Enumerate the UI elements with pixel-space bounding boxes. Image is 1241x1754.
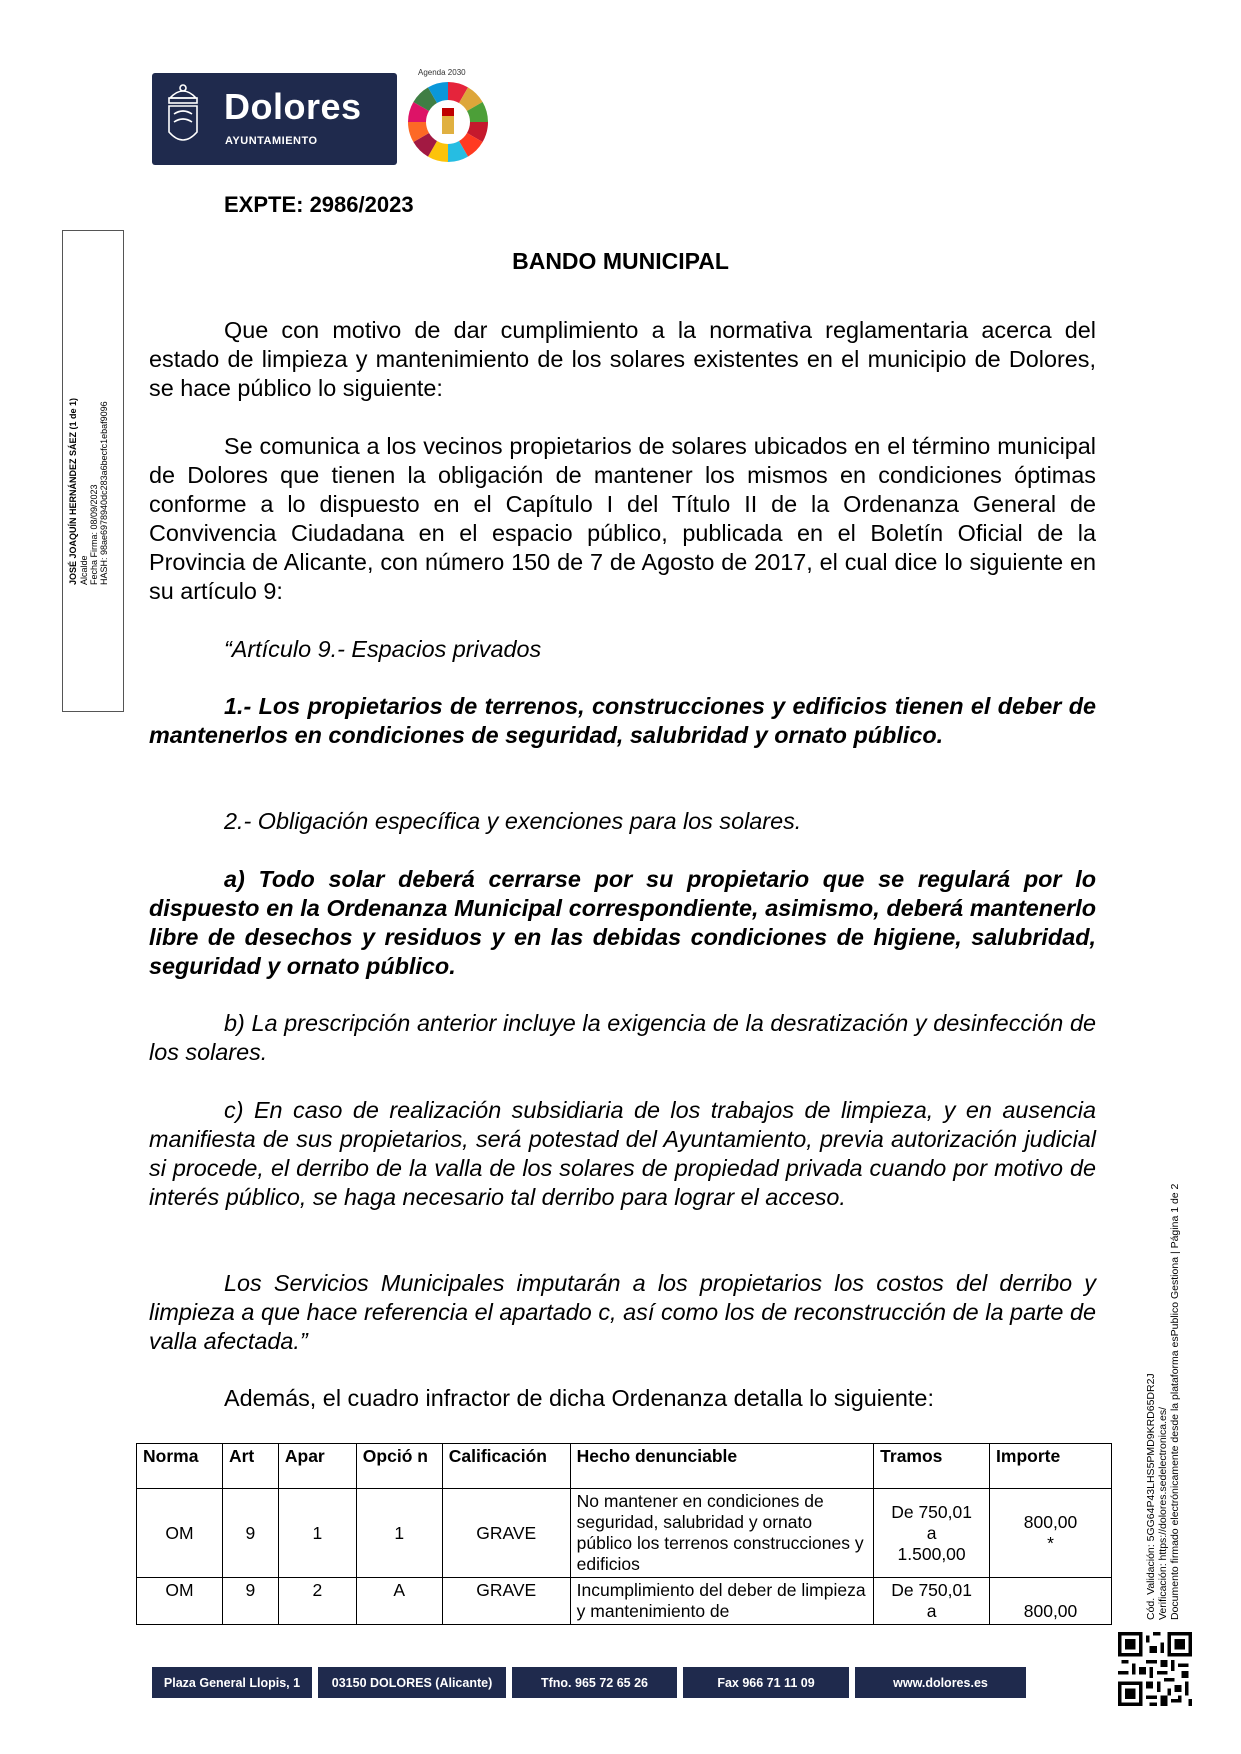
importe-note: *: [1047, 1533, 1054, 1553]
article-title-text: “Artículo 9.- Espacios privados: [224, 636, 542, 662]
article-section-2: [149, 807, 1096, 836]
infractions-table: [136, 1443, 1112, 1625]
cell-importe: [990, 1578, 1112, 1625]
ademas-paragraph: [149, 1384, 1096, 1413]
col-header-apar: Apar: [278, 1444, 356, 1489]
cell-art: 9: [222, 1578, 278, 1625]
ademas-text: Además, el cuadro infractor de dicha Ordenanza detalla lo siguiente:: [224, 1385, 934, 1411]
cell-apar: 2: [278, 1578, 356, 1625]
expediente-number: EXPTE: 2986/2023: [224, 192, 414, 217]
table-header-row: [137, 1444, 1112, 1489]
logo-subtitle: AYUNTAMIENTO: [225, 135, 318, 147]
article-section-c: [149, 1096, 1096, 1212]
cell-norma: OM: [137, 1578, 223, 1625]
tramos-from: De 750,01: [891, 1580, 972, 1600]
col-header-calificacion: Calificación: [442, 1444, 570, 1489]
footer-city: 03150 DOLORES (Alicante): [318, 1667, 506, 1698]
notice-paragraph: [149, 432, 1096, 606]
intro-text: Que con motivo de dar cumplimiento a la normativa reglamentaria acerca del estado de limpieza y mantenimiento de los solares existentes en el municipio de Dolores, se hace público lo siguiente:: [149, 317, 1096, 401]
notice-text: Se comunica a los vecinos propietarios de solares ubicados en el término municipal de Dolores que tienen la obligación de mantener los mismos en condiciones óptimas conforme a lo dispuesto en el Capítulo I del Título II de la Ordenanza General de Convivencia Ciudadana en el espacio público, publicada en el Boletín Oficial de la Provincia de Alicante, con número 150 de 7 de Agosto de 2017, el cual dice lo siguiente en su artículo 9:: [149, 433, 1096, 604]
col-header-tramos: Tramos: [874, 1444, 990, 1489]
footer-web-link[interactable]: www.dolores.es: [855, 1667, 1026, 1698]
article-servicios: [149, 1269, 1096, 1356]
validation-url: Verificación: https://dolores.sedelectronica.es/: [1157, 1406, 1169, 1620]
article-section-1-text: 1.- Los propietarios de terrenos, construcciones y edificios tienen el deber de mantenerlos en condiciones de seguridad, salubridad y ornato público.: [149, 693, 1096, 748]
col-header-opcion: Opció n: [356, 1444, 442, 1489]
tramos-from: De 750,01: [891, 1501, 972, 1522]
article-section-c-text: c) En caso de realización subsidiaria de los trabajos de limpieza, y en ausencia manifiesta de sus propietarios, será potestad del Ayuntamiento, previa autorización judicial si procede, el derribo de la valla de los solares de propiedad privada cuando por motivo de interés público, se haga necesario tal derribo para lograr el acceso.: [149, 1097, 1096, 1210]
tramos-a: a: [926, 1522, 937, 1543]
cell-tramos: [874, 1578, 990, 1625]
footer-address: Plaza General Llopis, 1: [152, 1667, 312, 1698]
logo-name: Dolores: [224, 86, 362, 127]
cell-opcion: A: [356, 1578, 442, 1625]
article-section-a-text: a) Todo solar deberá cerrarse por su propietario que se regulará por lo dispuesto en la Ordenanza Municipal correspondiente, asimismo, deberá mantenerlo libre de desechos y residuos y en las debidas condiciones de higiene, salubridad, seguridad y ornato público.: [149, 866, 1096, 979]
importe-value: 800,00: [1023, 1601, 1078, 1621]
cell-importe: [990, 1489, 1112, 1578]
cell-opcion: 1: [356, 1489, 442, 1578]
cell-norma: OM: [137, 1489, 223, 1578]
cell-calificacion: GRAVE: [442, 1578, 570, 1625]
coat-of-arms-icon: [160, 78, 206, 160]
article-section-1: [149, 692, 1096, 750]
col-header-art: Art: [222, 1444, 278, 1489]
article-section-a: [149, 865, 1096, 981]
col-header-norma: Norma: [137, 1444, 223, 1489]
footer-phone: Tfno. 965 72 65 26: [512, 1667, 677, 1698]
article-section-b-text: b) La prescripción anterior incluye la exigencia de la desratización y desinfección de los solares.: [149, 1010, 1096, 1065]
article-title: [149, 635, 1096, 664]
article-section-b: [149, 1009, 1096, 1067]
col-header-importe: Importe: [990, 1444, 1112, 1489]
cell-apar: 1: [278, 1489, 356, 1578]
article-section-2-text: 2.- Obligación específica y exenciones para los solares.: [224, 808, 802, 834]
cell-calificacion: GRAVE: [442, 1489, 570, 1578]
signature-stamp-text: [62, 230, 122, 710]
stamp-hash: HASH: 98ae6978940dc283a6becfc1ebaf9096: [99, 401, 109, 585]
document-title: BANDO MUNICIPAL: [512, 248, 729, 274]
agenda-2030-label: Agenda 2030: [418, 68, 466, 77]
cell-hecho: No mantener en condiciones de seguridad, salubridad y ornato público los terrenos construcciones y edificios: [570, 1489, 874, 1578]
validation-code: Cód. Validación: 5GG64P43LHS5PMD9KRD65DR2J: [1145, 1373, 1157, 1620]
cell-tramos: [874, 1489, 990, 1578]
cell-hecho: Incumplimiento del deber de limpieza y mantenimiento de: [570, 1578, 874, 1625]
qr-code-icon: [1118, 1632, 1192, 1706]
importe-value: 800,00: [1023, 1512, 1078, 1532]
intro-paragraph: [149, 316, 1096, 403]
col-header-hecho: Hecho denunciable: [570, 1444, 874, 1489]
cell-art: 9: [222, 1489, 278, 1578]
footer-fax: Fax 966 71 11 09: [683, 1667, 849, 1698]
article-servicios-text: Los Servicios Municipales imputarán a los propietarios los costos del derribo y limpieza a que hace referencia el apartado c, así como los de reconstrucción de la parte de valla afectada.”: [149, 1270, 1096, 1354]
validation-note: Documento firmado electrónicamente desde la plataforma esPublico Gestiona | Página 1 de 2: [1169, 1183, 1181, 1620]
stamp-date: Fecha Firma: 08/09/2023: [89, 484, 99, 585]
agenda-2030-wheel-icon: [402, 70, 494, 166]
tramos-to: 1.500,00: [897, 1543, 966, 1564]
table-row: [137, 1578, 1112, 1625]
stamp-role: Alcalde: [79, 555, 89, 585]
table-row: [137, 1489, 1112, 1578]
stamp-signer: JOSÉ JOAQUÍN HERNÁNDEZ SÁEZ (1 de 1): [68, 397, 78, 585]
tramos-a: a: [926, 1601, 937, 1621]
